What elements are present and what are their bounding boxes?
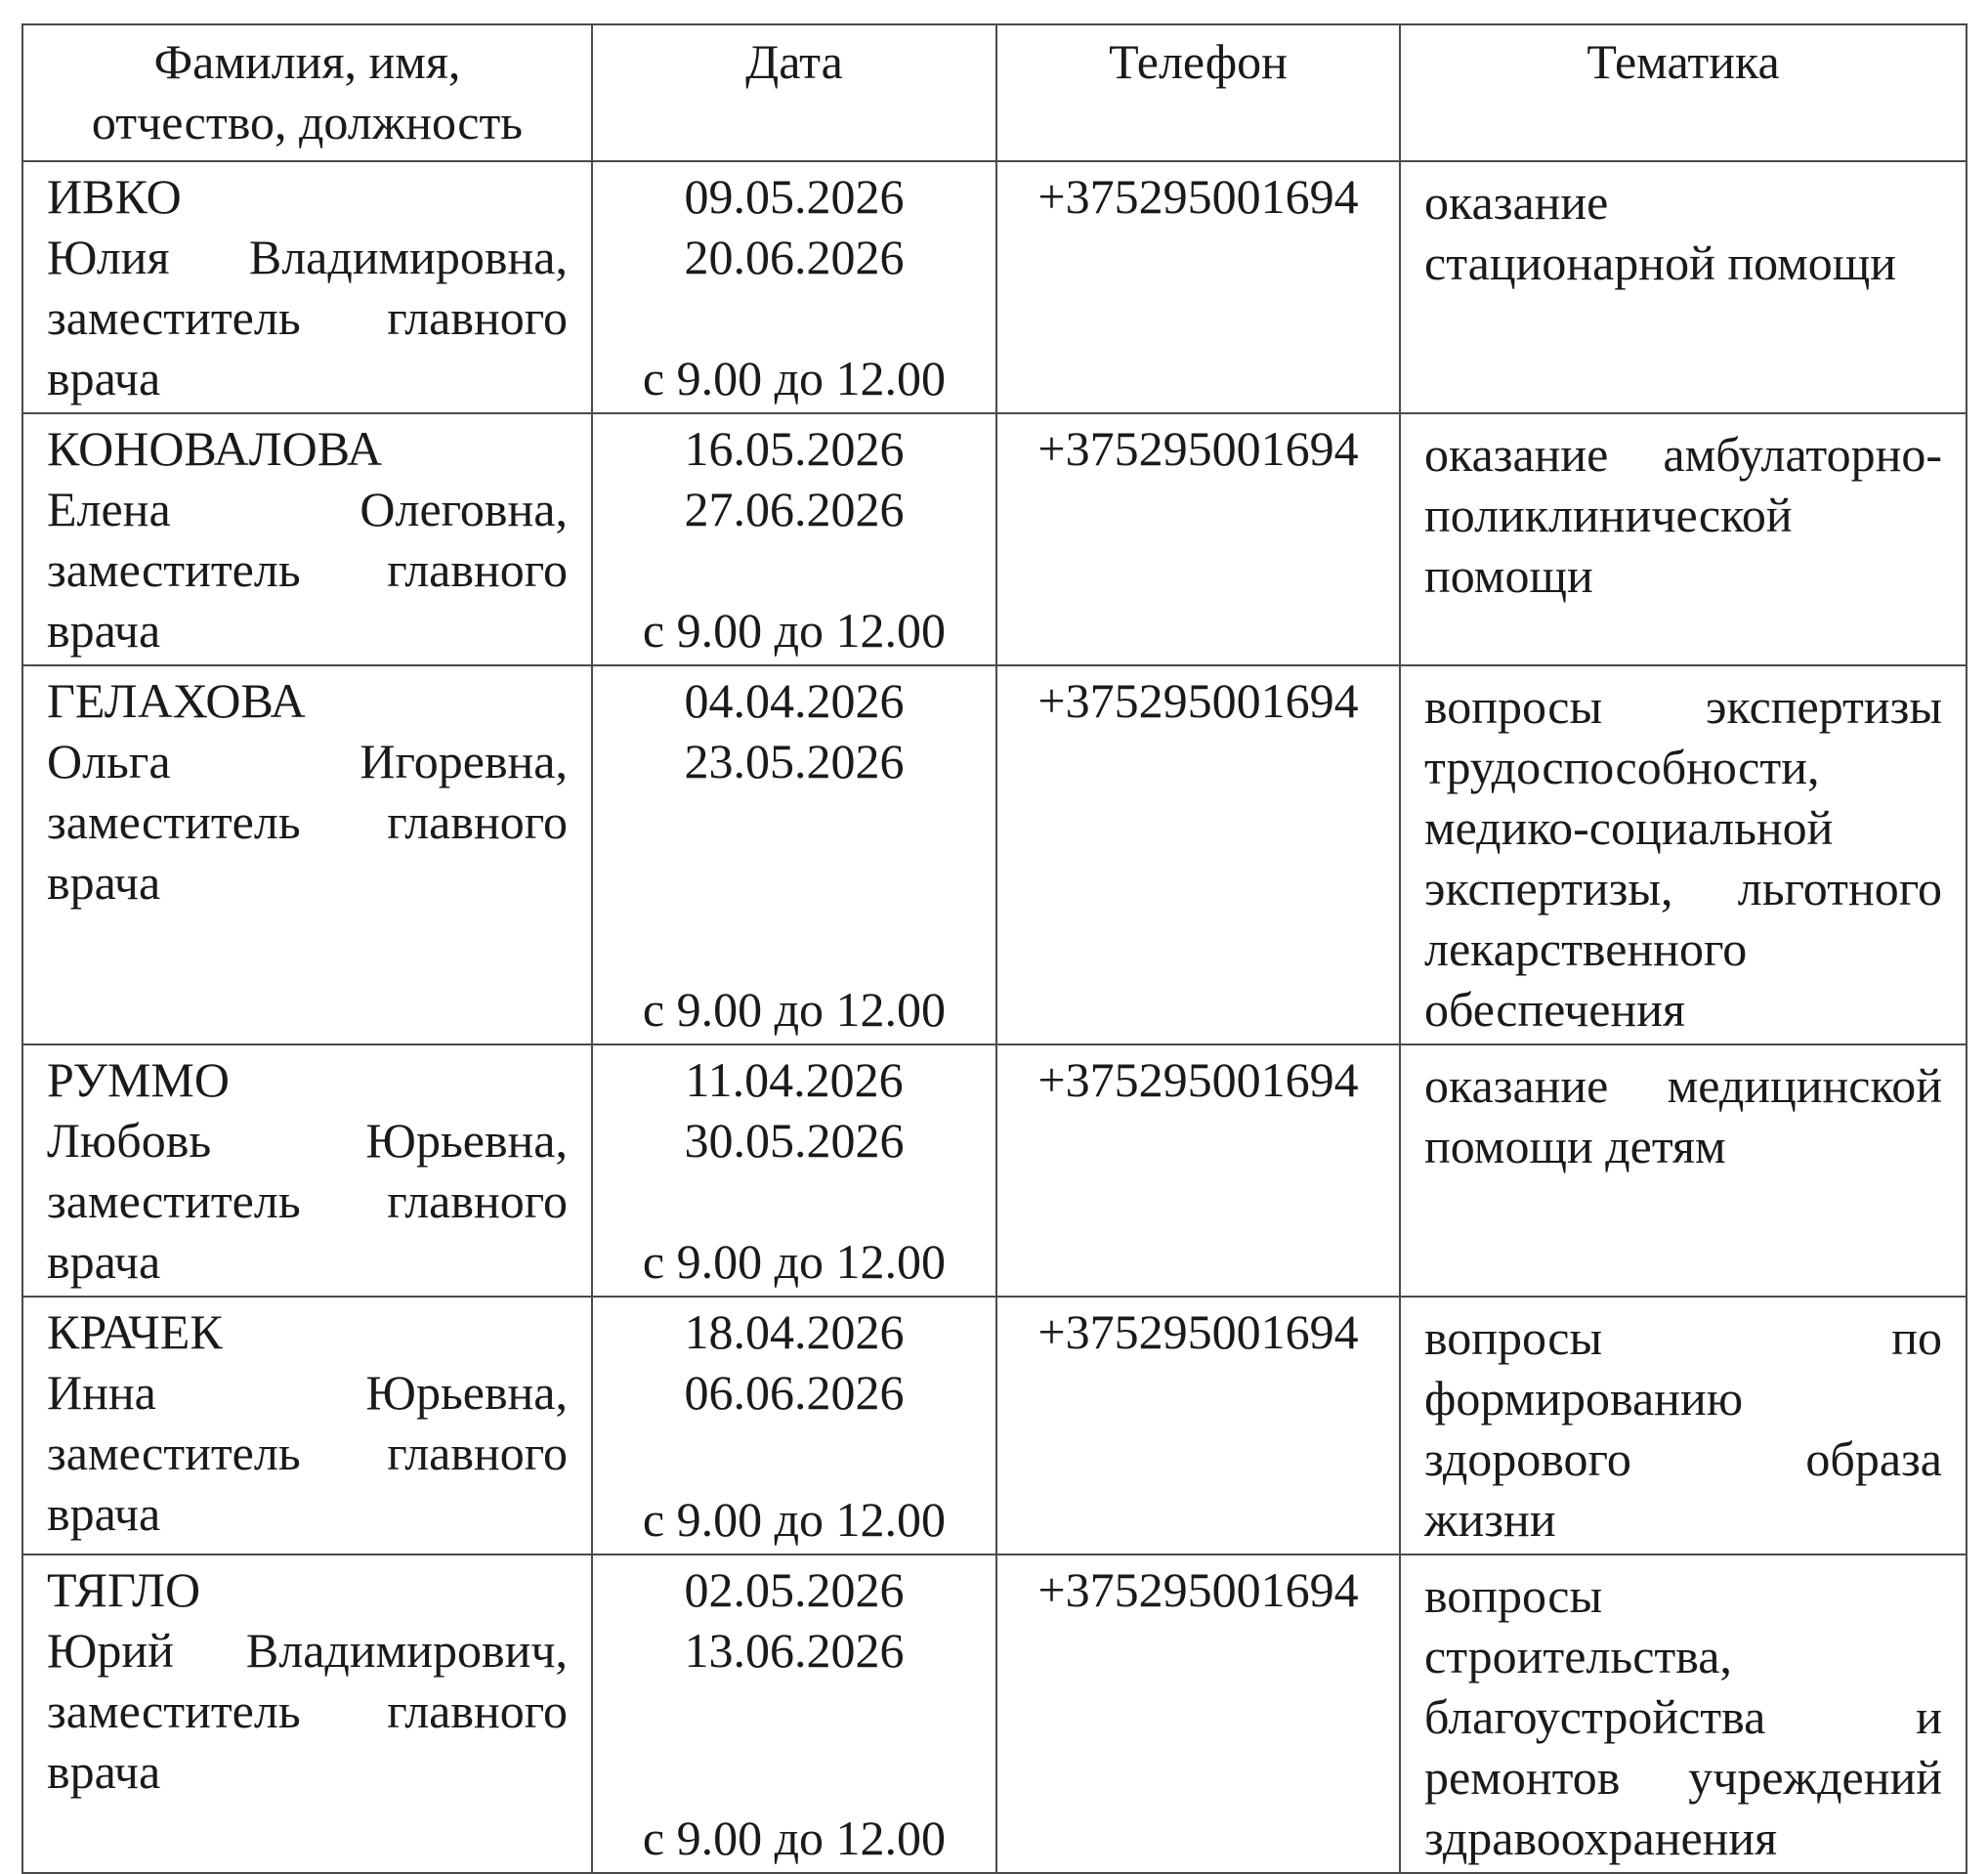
position-line-end: врача xyxy=(47,603,161,658)
reception-hours: с 9.00 до 12.00 xyxy=(642,1234,947,1289)
phone-cell: +375295001694 xyxy=(996,413,1400,665)
given-names: Елена Олеговна, xyxy=(47,482,568,536)
position-line: заместитель главного xyxy=(47,290,568,345)
topic-cell xyxy=(1400,161,1967,413)
given-names: Любовь Юрьевна, xyxy=(47,1113,568,1168)
name-cell xyxy=(22,413,592,665)
topic-line: оказание медицинской xyxy=(1424,1058,1942,1113)
surname: ГЕЛАХОВА xyxy=(47,673,306,728)
position-line: заместитель главного xyxy=(47,1683,568,1738)
date-2: 20.06.2026 xyxy=(684,230,905,284)
phone-cell: +375295001694 xyxy=(996,1555,1400,1873)
date-cell xyxy=(592,1297,996,1555)
topic-line: оказание амбулаторно- xyxy=(1424,427,1942,482)
position-line-end: врача xyxy=(47,1486,161,1541)
date-2: 13.06.2026 xyxy=(684,1623,905,1678)
date-1: 02.05.2026 xyxy=(684,1562,905,1617)
header-name-line1: Фамилия, имя, xyxy=(153,34,461,89)
date-cell xyxy=(592,161,996,413)
topic-cell xyxy=(1400,413,1967,665)
header-date: Дата xyxy=(592,24,996,161)
phone-cell: +375295001694 xyxy=(996,665,1400,1044)
table-row xyxy=(22,161,1967,413)
table-row xyxy=(22,1555,1967,1873)
table-row xyxy=(22,665,1967,1044)
surname: ТЯГЛО xyxy=(47,1562,201,1617)
header-phone: Телефон xyxy=(996,24,1400,161)
topic-line: медико-социальной xyxy=(1424,800,1834,855)
date-cell xyxy=(592,413,996,665)
name-cell xyxy=(22,1297,592,1555)
table-row xyxy=(22,1297,1967,1555)
table-row xyxy=(22,413,1967,665)
given-names: Ольга Игоревна, xyxy=(47,734,568,788)
given-names: Юлия Владимировна, xyxy=(47,230,568,284)
topic-line: оказание xyxy=(1424,175,1609,230)
topic-line: формированию xyxy=(1424,1371,1744,1426)
table-header-row xyxy=(22,24,1967,161)
date-2: 27.06.2026 xyxy=(684,482,905,536)
reception-hours: с 9.00 до 12.00 xyxy=(642,603,947,658)
date-1: 16.05.2026 xyxy=(684,421,905,476)
date-cell xyxy=(592,1044,996,1297)
topic-line: обеспечения xyxy=(1424,982,1685,1037)
topic-line: благоустройства и xyxy=(1424,1689,1942,1744)
topic-line: трудоспособности, xyxy=(1424,740,1820,794)
name-cell xyxy=(22,665,592,1044)
header-name-line2: отчество, должность xyxy=(91,95,524,149)
topic-line: ремонтов учреждений xyxy=(1424,1750,1942,1805)
position-line-end: врача xyxy=(47,855,161,910)
name-cell xyxy=(22,1044,592,1297)
reception-schedule-table xyxy=(21,23,1967,1874)
position-line-end: врача xyxy=(47,351,161,405)
topic-cell xyxy=(1400,1044,1967,1297)
topic-line: здравоохранения xyxy=(1424,1810,1778,1865)
position-line: заместитель главного xyxy=(47,1426,568,1480)
reception-hours: с 9.00 до 12.00 xyxy=(642,1492,947,1547)
topic-cell xyxy=(1400,1555,1967,1873)
topic-line: помощи xyxy=(1424,548,1593,603)
topic-line: вопросы xyxy=(1424,1568,1603,1623)
topic-line: жизни xyxy=(1424,1492,1556,1547)
topic-cell xyxy=(1400,1297,1967,1555)
topic-cell xyxy=(1400,665,1967,1044)
phone-cell: +375295001694 xyxy=(996,1297,1400,1555)
position-line: заместитель главного xyxy=(47,794,568,849)
name-cell xyxy=(22,1555,592,1873)
date-cell xyxy=(592,1555,996,1873)
document-page xyxy=(21,23,1966,1874)
date-1: 04.04.2026 xyxy=(684,673,905,728)
topic-line: поликлинической xyxy=(1424,488,1793,542)
header-topic: Тематика xyxy=(1400,24,1967,161)
surname: ИВКО xyxy=(47,169,182,224)
given-names: Инна Юрьевна, xyxy=(47,1365,568,1420)
reception-hours: с 9.00 до 12.00 xyxy=(642,351,947,405)
table-row xyxy=(22,1044,1967,1297)
reception-hours: с 9.00 до 12.00 xyxy=(642,982,947,1037)
topic-line: экспертизы, льготного xyxy=(1424,861,1942,916)
date-2: 06.06.2026 xyxy=(684,1365,905,1420)
date-1: 11.04.2026 xyxy=(685,1052,904,1107)
topic-line: стационарной помощи xyxy=(1424,235,1897,290)
topic-line: здорового образа xyxy=(1424,1431,1942,1486)
topic-line: вопросы экспертизы xyxy=(1424,679,1942,734)
date-2: 23.05.2026 xyxy=(684,734,905,788)
date-cell xyxy=(592,665,996,1044)
topic-line: лекарственного xyxy=(1424,921,1748,976)
surname: КРАЧЕК xyxy=(47,1304,223,1359)
topic-line: помощи детям xyxy=(1424,1119,1726,1173)
topic-line: строительства, xyxy=(1424,1629,1732,1683)
name-cell xyxy=(22,161,592,413)
topic-line: вопросы по xyxy=(1424,1310,1942,1365)
header-name xyxy=(22,24,592,161)
surname: РУММО xyxy=(47,1052,230,1107)
given-names: Юрий Владимирович, xyxy=(47,1623,568,1678)
position-line: заместитель главного xyxy=(47,542,568,597)
position-line-end: врача xyxy=(47,1234,161,1289)
date-1: 18.04.2026 xyxy=(684,1304,905,1359)
phone-cell: +375295001694 xyxy=(996,1044,1400,1297)
position-line-end: врача xyxy=(47,1744,161,1799)
reception-hours: с 9.00 до 12.00 xyxy=(642,1810,947,1865)
surname: КОНОВАЛОВА xyxy=(47,421,383,476)
date-1: 09.05.2026 xyxy=(684,169,905,224)
position-line: заместитель главного xyxy=(47,1173,568,1228)
phone-cell: +375295001694 xyxy=(996,161,1400,413)
date-2: 30.05.2026 xyxy=(684,1113,905,1168)
